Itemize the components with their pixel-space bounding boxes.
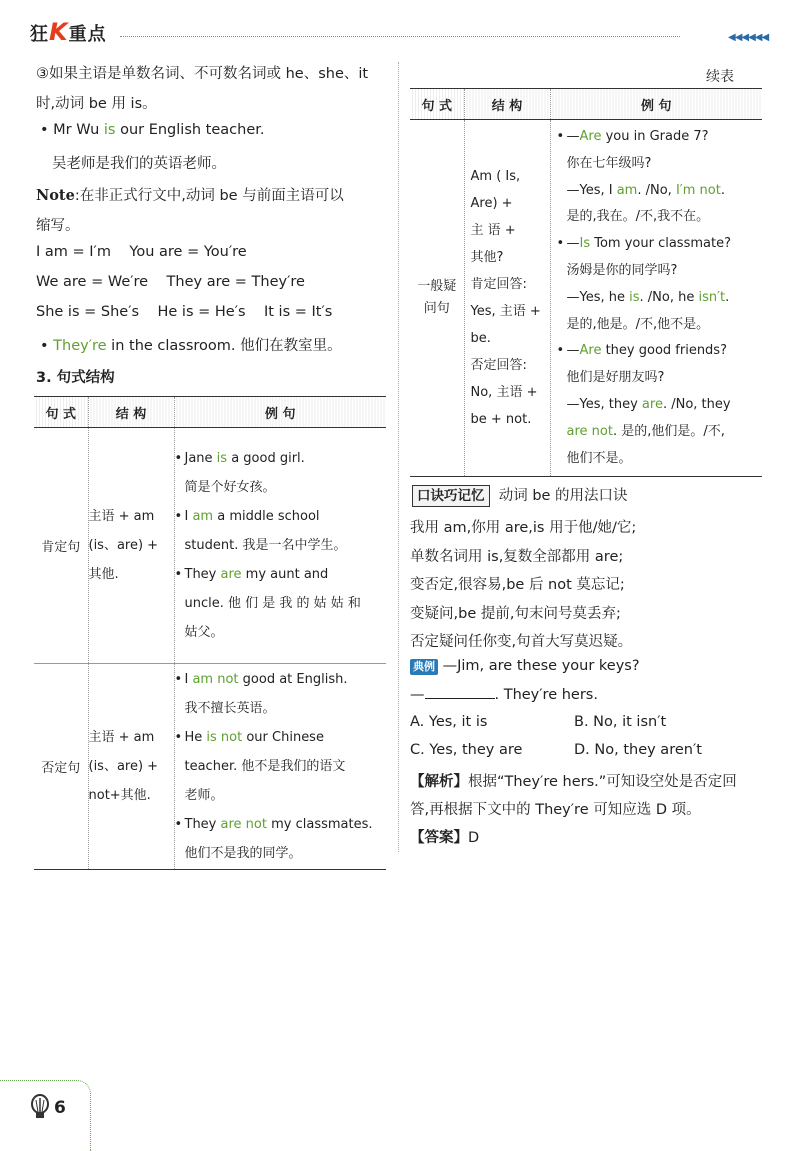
text-segment: our Chinese bbox=[242, 730, 324, 745]
highlighted-verb: are not bbox=[566, 423, 613, 439]
highlighted-verb: are bbox=[220, 567, 242, 582]
structure-cell bbox=[88, 664, 174, 870]
example-item bbox=[175, 810, 387, 868]
text-segment: Tom your classmate? bbox=[590, 236, 731, 252]
structure-line: Are) + bbox=[470, 196, 513, 212]
text-segment: good at English. bbox=[238, 672, 348, 687]
table-row bbox=[34, 428, 386, 664]
example-en bbox=[185, 810, 387, 839]
example-item bbox=[175, 665, 387, 723]
text-segment: . /No, they bbox=[662, 396, 731, 412]
note-label: Note bbox=[36, 187, 75, 204]
highlighted-verb: is bbox=[629, 289, 640, 305]
example-cell bbox=[174, 664, 386, 870]
example-cn: 简是个好女孩。 bbox=[184, 480, 276, 495]
header-rule bbox=[120, 36, 680, 37]
highlighted-verb: is bbox=[216, 451, 228, 466]
table-header: 例 句 bbox=[174, 397, 386, 428]
example-en bbox=[185, 502, 387, 531]
example-cn: 老师。 bbox=[184, 788, 224, 803]
answer-en bbox=[567, 419, 757, 446]
text-segment: I bbox=[184, 672, 193, 687]
continued-label: 续表 bbox=[706, 69, 734, 85]
example-item bbox=[175, 444, 387, 502]
contraction-row2: We are = We′re They are = They′re bbox=[36, 274, 305, 290]
table-header: 例 句 bbox=[550, 89, 762, 120]
highlighted-verb: Is bbox=[579, 236, 591, 252]
example-item bbox=[557, 231, 757, 338]
structure-cell bbox=[88, 428, 174, 664]
text-segment: . bbox=[720, 182, 725, 198]
structure-line: 肯定回答: bbox=[470, 277, 527, 293]
highlighted-verb: Are bbox=[579, 129, 602, 144]
example-answer-line: — . They′re hers. bbox=[410, 687, 598, 703]
answer-en bbox=[567, 178, 757, 205]
text-segment: —Yes, he bbox=[566, 289, 630, 305]
structure-line: be + not. bbox=[470, 412, 532, 428]
brand-logo: 狂K重点 bbox=[30, 18, 107, 46]
example-cn: teacher. 他不是我们的语文 bbox=[184, 759, 346, 774]
rule3-line1: ③如果主语是单数名词、不可数名词或 he、she、it bbox=[36, 66, 369, 82]
question-en bbox=[567, 338, 757, 365]
structure-line: (is、are) + bbox=[88, 538, 159, 553]
text-segment: my aunt and bbox=[241, 567, 329, 582]
structure-line: No, 主语 + bbox=[470, 385, 538, 401]
answer-cn: 他们不是。 bbox=[566, 450, 632, 466]
text-segment: . /No, he bbox=[639, 289, 699, 305]
page-number: 6 bbox=[54, 1098, 66, 1118]
example-en bbox=[185, 723, 387, 752]
text-segment: a middle school bbox=[213, 509, 320, 524]
rule3-line2: 时,动词 be 用 is。 bbox=[36, 96, 157, 112]
highlighted-verb: am not bbox=[192, 672, 239, 687]
example-item bbox=[175, 560, 387, 647]
question-en bbox=[567, 231, 757, 258]
text-segment: —Yes, I bbox=[566, 182, 617, 198]
highlighted-verb: am bbox=[192, 509, 214, 524]
structure-line: (is、are) + bbox=[88, 759, 159, 774]
highlighted-verb: are bbox=[641, 396, 663, 412]
structure-line: 其他? bbox=[470, 250, 504, 266]
mnemonic-line: 变否定,很容易,be 后 not 莫忘记; bbox=[410, 577, 625, 593]
structure-line: 其他. bbox=[88, 567, 119, 582]
example-cn: 他们不是我的同学。 bbox=[184, 846, 302, 861]
option-b: B. No, it isn′t bbox=[574, 714, 667, 730]
header-arrows-icon: ◀◀◀◀◀◀ bbox=[728, 32, 769, 43]
mnemonic-line: 变疑问,be 提前,句末问号莫丢弃; bbox=[410, 605, 621, 622]
question-structure-table bbox=[410, 88, 762, 477]
structure-line: Yes, 主语 + bbox=[470, 304, 541, 320]
option-a: A. Yes, it is bbox=[410, 714, 488, 730]
example-mr-wu: • Mr Wu is our English teacher. bbox=[40, 122, 265, 138]
example-cn: 我不擅长英语。 bbox=[184, 701, 276, 716]
highlighted-verb: are not bbox=[220, 817, 267, 832]
answer-en bbox=[567, 392, 757, 419]
mnemonic-line: 否定疑问任你变,句首大写莫迟疑。 bbox=[410, 634, 633, 650]
text-segment: they good friends? bbox=[601, 343, 727, 359]
example-en bbox=[185, 665, 387, 694]
text-segment: Jane bbox=[184, 451, 217, 466]
mnemonic-list bbox=[410, 514, 636, 657]
example-item bbox=[175, 723, 387, 810]
analysis-line1: 【解析】根据“They′re hers.”可知设空处是否定回 bbox=[410, 774, 737, 790]
example-cn: student. 我是一名中学生。 bbox=[184, 538, 347, 553]
sentence-type-cell: 肯定句 bbox=[34, 428, 88, 664]
example-cn: 姑父。 bbox=[184, 625, 224, 640]
note-line2: 缩写。 bbox=[36, 218, 80, 234]
text-segment: . bbox=[725, 289, 730, 305]
structure-line: 主语 + am bbox=[88, 730, 155, 745]
text-segment: He bbox=[184, 730, 207, 745]
example-mr-wu-cn: 吴老师是我们的英语老师。 bbox=[52, 156, 226, 172]
sentence-structure-table bbox=[34, 396, 386, 870]
example-en bbox=[185, 560, 387, 589]
text-segment: — bbox=[566, 343, 580, 359]
text-segment: —Yes, they bbox=[566, 396, 642, 412]
structure-line: Am ( Is, bbox=[470, 169, 521, 185]
text-segment: my classmates. bbox=[266, 817, 373, 832]
answer-en bbox=[567, 285, 757, 312]
option-c: C. Yes, they are bbox=[410, 742, 523, 758]
highlighted-verb: Are bbox=[579, 343, 602, 359]
text-segment: — bbox=[566, 129, 580, 144]
question-cn: 他们是好朋友吗? bbox=[566, 370, 665, 386]
mnemonic-line: 我用 am,你用 are,is 用于他/她/它; bbox=[410, 520, 637, 536]
structure-cell bbox=[464, 120, 550, 477]
sentence-type-cell bbox=[410, 120, 464, 477]
highlighted-verb: I′m not bbox=[675, 182, 721, 198]
table-header: 结 构 bbox=[88, 397, 174, 428]
table-header: 结 构 bbox=[464, 89, 550, 120]
option-d: D. No, they aren′t bbox=[574, 742, 702, 758]
example-cell bbox=[550, 120, 762, 477]
text-segment: . 是的,他们是。/不, bbox=[612, 423, 725, 439]
answer-label: 【答案】 bbox=[410, 830, 468, 846]
text-segment: you in Grade 7? bbox=[601, 129, 709, 144]
highlighted-verb: isn′t bbox=[698, 289, 726, 305]
text-segment: . /No, bbox=[637, 182, 676, 198]
contraction-row3: She is = She′s He is = He′s It is = It′s bbox=[36, 304, 333, 320]
analysis-line2: 答,再根据下文中的 They′re 可知应选 D 项。 bbox=[410, 802, 701, 818]
example-en bbox=[185, 444, 387, 473]
note-line: Note:在非正式行文中,动词 be 与前面主语可以 bbox=[36, 187, 344, 204]
table-row bbox=[34, 664, 386, 870]
answer-value: D bbox=[468, 830, 480, 846]
highlighted-verb: is not bbox=[206, 730, 243, 745]
question-en bbox=[567, 124, 757, 151]
structure-line: not+其他. bbox=[88, 788, 151, 803]
mnemonic-badge: 口诀巧记忆 bbox=[412, 485, 490, 507]
answer-cn: 是的,我在。/不,我不在。 bbox=[566, 209, 710, 225]
dianli-label: 典例 bbox=[410, 659, 438, 675]
mnemonic-heading bbox=[412, 484, 628, 507]
text-segment: They bbox=[184, 567, 221, 582]
answer-line bbox=[410, 826, 479, 847]
example-cn: uncle. 他 们 是 我 的 姑 姑 和 bbox=[184, 596, 361, 611]
text-segment: a good girl. bbox=[227, 451, 305, 466]
sentence-type-cell: 否定句 bbox=[34, 664, 88, 870]
question-cn: 汤姆是你的同学吗? bbox=[566, 262, 678, 278]
example-item bbox=[557, 338, 757, 472]
answer-cn: 是的,他是。/不,他不是。 bbox=[566, 316, 710, 332]
table-header: 句 式 bbox=[410, 89, 464, 120]
sentence-type: 问句 bbox=[423, 301, 450, 317]
text-segment: They bbox=[184, 817, 221, 832]
table-row bbox=[410, 120, 762, 477]
text-segment: I bbox=[184, 509, 193, 524]
example-item bbox=[557, 124, 757, 231]
section-title: 3. 句式结构 bbox=[36, 370, 115, 386]
text-segment: — bbox=[566, 236, 580, 252]
example-question: 典例 —Jim, are these your keys? bbox=[410, 658, 640, 675]
structure-line: 否定回答: bbox=[470, 358, 527, 374]
answer-blank bbox=[425, 686, 495, 699]
structure-line: 主语 + am bbox=[88, 509, 155, 524]
analysis-label: 【解析】 bbox=[410, 774, 468, 790]
highlighted-verb: am bbox=[616, 182, 638, 198]
column-divider bbox=[398, 62, 399, 852]
structure-line: be. bbox=[470, 331, 491, 347]
question-cn: 你在七年级吗? bbox=[566, 155, 652, 171]
table-header: 句 式 bbox=[34, 397, 88, 428]
structure-line: 主 语 + bbox=[470, 223, 516, 239]
lightbulb-icon bbox=[30, 1094, 50, 1120]
sentence-type: 一般疑 bbox=[417, 279, 457, 295]
example-theyre: • They′re in the classroom. 他们在教室里。 bbox=[40, 338, 342, 354]
mnemonic-line: 单数名词用 is,复数全部都用 are; bbox=[410, 548, 624, 565]
contraction-row1: I am = I′m You are = You′re bbox=[36, 244, 247, 260]
example-item bbox=[175, 502, 387, 560]
example-cell bbox=[174, 428, 386, 664]
mnemonic-title: 动词 be 的用法口诀 bbox=[498, 488, 628, 504]
